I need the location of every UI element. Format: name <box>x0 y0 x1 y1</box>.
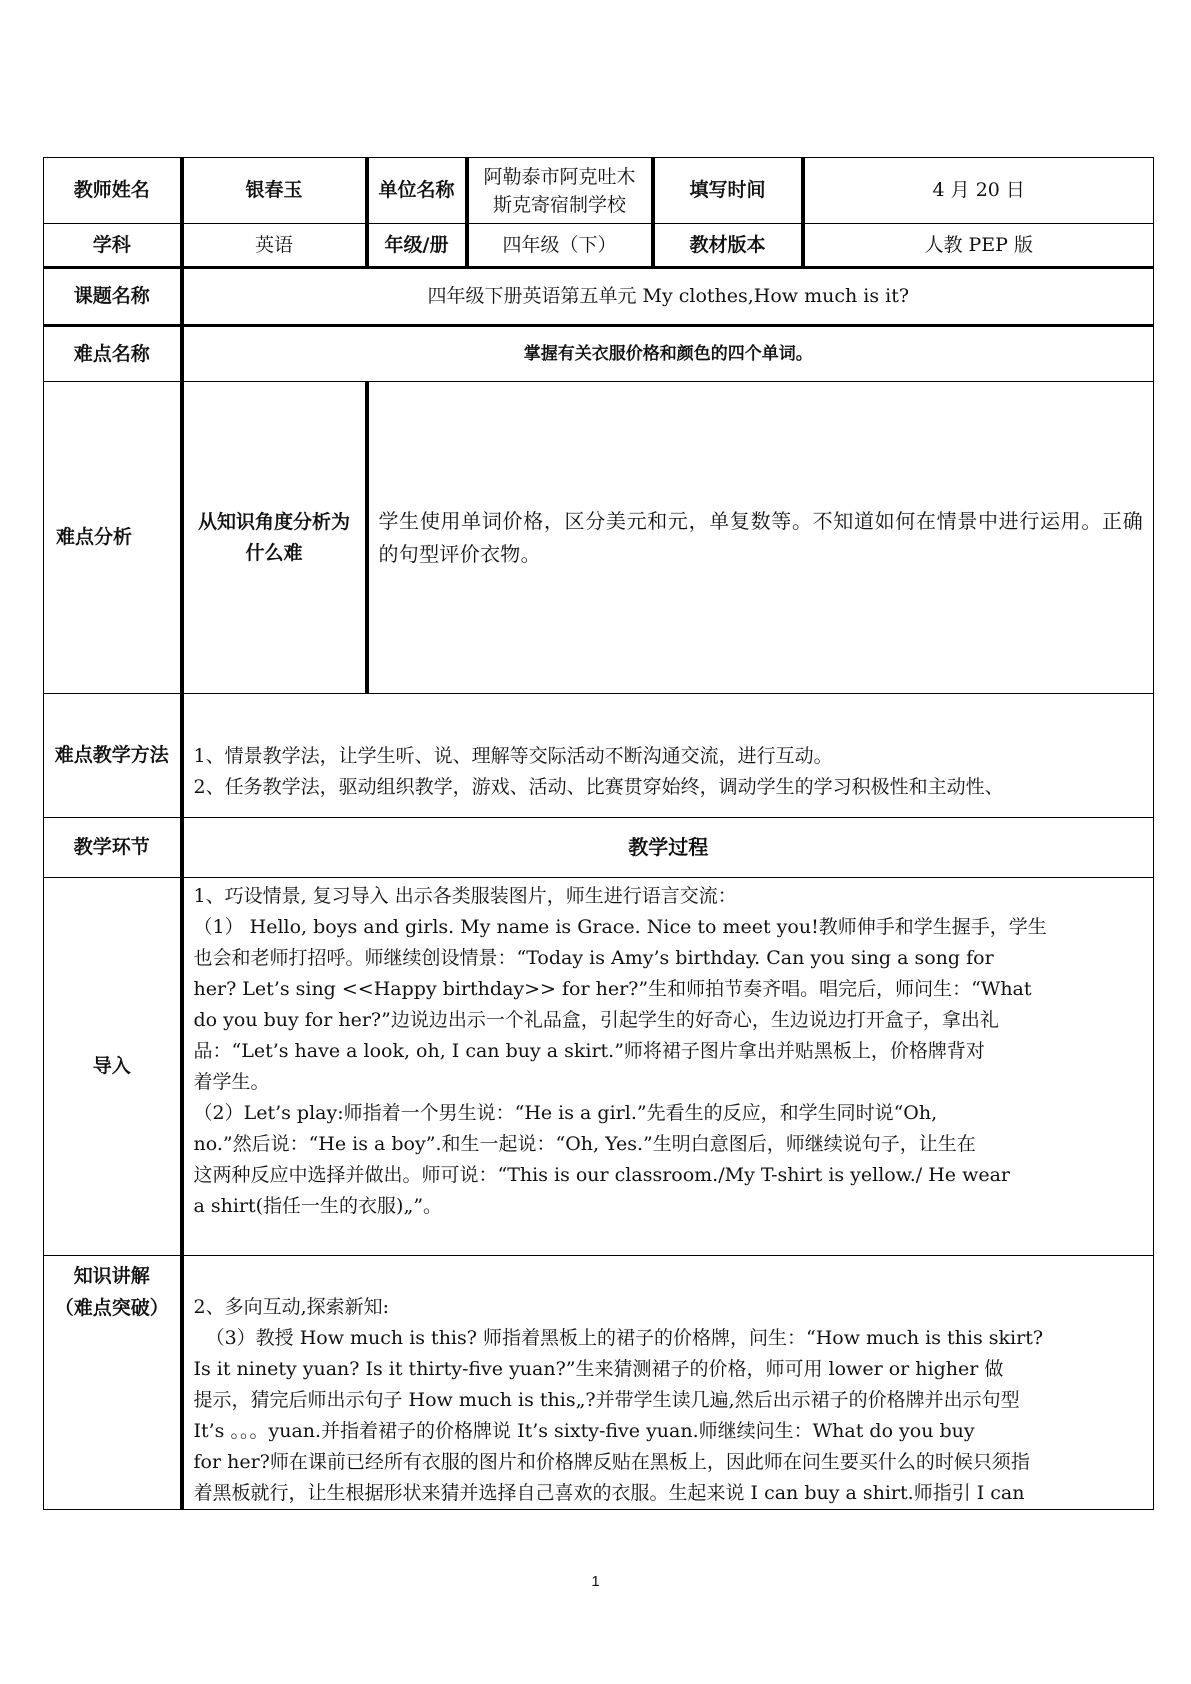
knowledge-label <box>44 1256 182 1510</box>
topic-row <box>44 268 1154 326</box>
knowledge-line: for her?师在课前已经所有衣服的图片和价格牌反贴在黑板上，因此师在问生要买什么的时候只须指 <box>193 1451 1030 1473</box>
intro-line: 着学生。 <box>193 1071 270 1093</box>
intro-line: 1、巧设情景, 复习导入 出示各类服装图片，师生进行语言交流： <box>193 885 737 907</box>
intro-line: her? Let’s sing <<Happy birthday>> for her?”生和师拍节奏齐唱。唱完后，师问生：“What <box>193 978 1032 1000</box>
subject-value: 英语 <box>182 224 367 268</box>
grade-value: 四年级（下） <box>467 224 653 268</box>
knowledge-line: （3）教授 How much is this? 师指着黑板上的裙子的价格牌，问生：“How much is this skirt? <box>193 1327 1044 1349</box>
knowledge-line: 2、多向互动,探索新知: <box>193 1296 390 1318</box>
difficulty-label: 难点名称 <box>44 326 182 382</box>
fill-time-value: 4 月 20 日 <box>803 158 1154 224</box>
analysis-row <box>44 382 1154 694</box>
subject-label: 学科 <box>44 224 182 268</box>
method-row <box>44 694 1154 818</box>
process-header-row <box>44 818 1154 878</box>
textbook-value: 人教 PEP 版 <box>803 224 1154 268</box>
unit-name-value: 阿勒泰市阿克吐木斯克寄宿制学校 <box>467 158 653 224</box>
topic-label: 课题名称 <box>44 268 182 326</box>
analysis-value: 学生使用单词价格，区分美元和元，单复数等。不知道如何在情景中进行运用。正确的句型评价衣物。 <box>367 382 1154 694</box>
intro-line: 这两种反应中选择并做出。师可说：“This is our classroom./My T-shirt is yellow./ He wear <box>193 1164 1011 1186</box>
fill-time-label: 填写时间 <box>653 158 803 224</box>
analysis-label: 难点分析 <box>44 382 182 694</box>
difficulty-value: 掌握有关衣服价格和颜色的四个单词。 <box>182 326 1154 382</box>
knowledge-label-line-1: 知识讲解 <box>73 1265 150 1287</box>
analysis-sub-label: 从知识角度分析为什么难 <box>182 382 367 694</box>
intro-row <box>44 878 1154 1256</box>
process-title: 教学过程 <box>182 818 1154 878</box>
grade-label: 年级/册 <box>367 224 467 268</box>
knowledge-line: Is it ninety yuan? Is it thirty-five yuan?”生来猜测裙子的价格，师可用 lower or higher 做 <box>193 1358 1004 1380</box>
teacher-name-value: 银春玉 <box>182 158 367 224</box>
method-line-1: 1、情景教学法，让学生听、说、理解等交际活动不断沟通交流，进行互动。 <box>193 745 833 767</box>
topic-value: 四年级下册英语第五单元 My clothes,How much is it? <box>182 268 1154 326</box>
intro-line: （2）Let’s play:师指着一个男生说：“He is a girl.”先看生的反应，和学生同时说“Oh, <box>193 1102 938 1124</box>
intro-content <box>182 878 1154 1256</box>
lesson-plan-table <box>43 157 1154 1510</box>
method-content <box>182 694 1154 818</box>
method-label: 难点教学方法 <box>44 694 182 818</box>
intro-line: （1） Hello, boys and girls. My name is Grace. Nice to meet you!教师伸手和学生握手，学生 <box>193 916 1047 938</box>
intro-line: 品：“Let’s have a look, oh, I can buy a skirt.”师将裙子图片拿出并贴黑板上，价格牌背对 <box>193 1040 985 1062</box>
knowledge-row <box>44 1256 1154 1510</box>
intro-line: a shirt(指任一生的衣服)„”。 <box>193 1195 443 1217</box>
knowledge-content <box>182 1256 1154 1510</box>
textbook-label: 教材版本 <box>653 224 803 268</box>
knowledge-line: It’s 。。。yuan.并指着裙子的价格牌说 It’s sixty-five yuan.师继续问生：What do you buy <box>193 1420 975 1442</box>
intro-line: no.”然后说：“He is a boy”.和生一起说：“Oh, Yes.”生明白意图后，师继续说句子，让生在 <box>193 1133 976 1155</box>
teacher-name-label: 教师姓名 <box>44 158 182 224</box>
header-row-2 <box>44 224 1154 268</box>
process-section-label: 教学环节 <box>44 818 182 878</box>
intro-line: do you buy for her?”边说边出示一个礼品盒，引起学生的好奇心，生边说边打开盒子，拿出礼 <box>193 1009 999 1031</box>
difficulty-row <box>44 326 1154 382</box>
knowledge-line: 提示，猜完后师出示句子 How much is this„?并带学生读几遍,然后出示裙子的价格牌并出示句型 <box>193 1389 1020 1411</box>
page-number: 1 <box>591 1573 600 1590</box>
knowledge-label-line-2: （难点突破） <box>54 1297 169 1319</box>
knowledge-line: 着黑板就行，让生根据形状来猜并选择自己喜欢的衣服。生起来说 I can buy a shirt.师指引 I can <box>193 1482 1025 1504</box>
intro-line: 也会和老师打招呼。师继续创设情景：“Today is Amy’s birthday. Can you sing a song for <box>193 947 994 969</box>
unit-name-label: 单位名称 <box>367 158 467 224</box>
intro-label: 导入 <box>44 878 182 1256</box>
method-line-2: 2、任务教学法，驱动组织教学，游戏、活动、比赛贯穿始终，调动学生的学习积极性和主动性、 <box>193 776 1004 798</box>
header-row-1 <box>44 158 1154 224</box>
